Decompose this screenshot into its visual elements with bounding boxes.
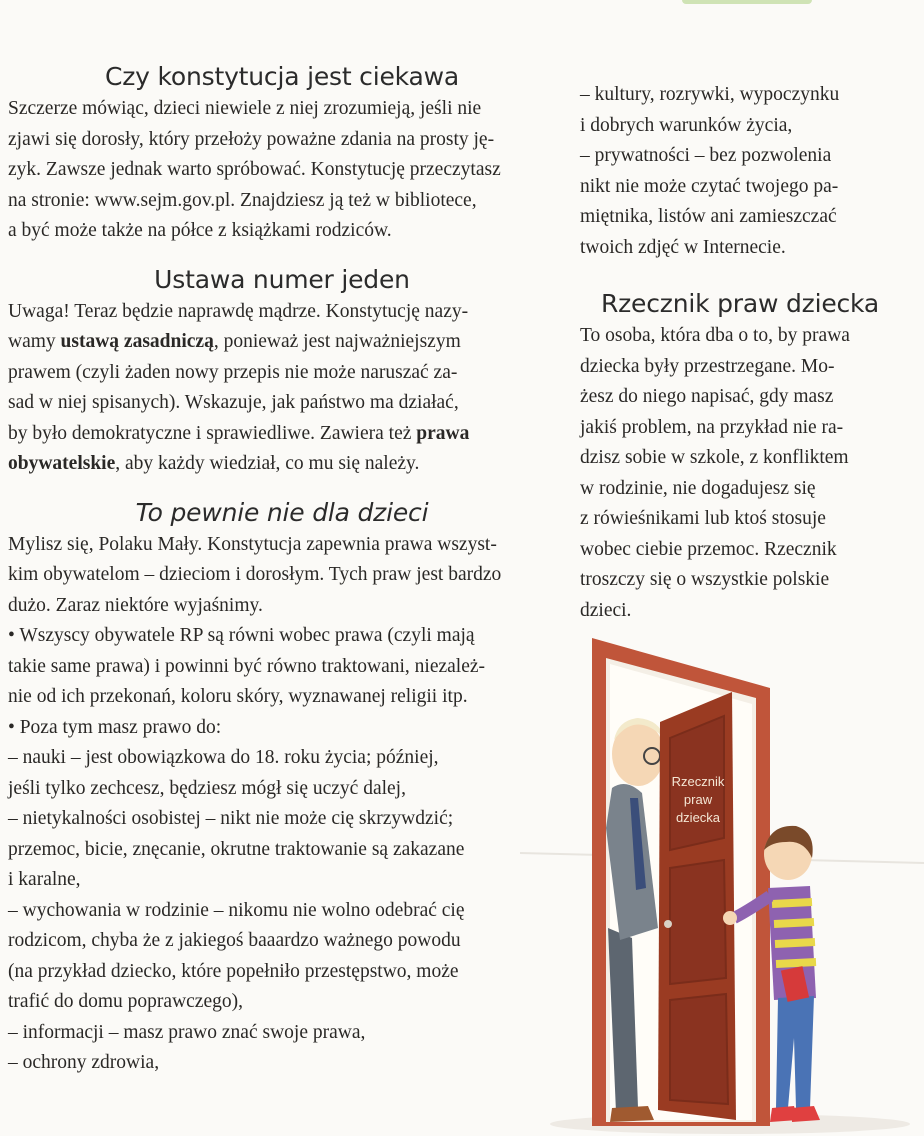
dash-line: – informacji – masz prawo znać swoje prawa, xyxy=(8,1021,366,1043)
text-line: To osoba, która dba o to, by prawa xyxy=(580,325,850,346)
text-line: na stronie: www.sejm.gov.pl. Znajdziesz ją też w bibliotece, xyxy=(8,189,477,211)
bold-term-ustawa-zasadnicza: ustawą zasadniczą xyxy=(60,331,214,352)
text-line: nie od ich przekonań, koloru skóry, wyznawanej religii itp. xyxy=(8,686,468,707)
text-line: troszczy się o wszystkie polskie xyxy=(580,569,830,590)
door-panel-middle xyxy=(670,860,726,984)
text-line: twoich zdjęć w Internecie. xyxy=(580,236,786,258)
bullet-line: • Poza tym masz prawo do: xyxy=(8,716,222,738)
bold-term-obywatelskie: obywatelskie xyxy=(8,453,116,474)
illustration-rzecznik-door xyxy=(520,628,924,1136)
bullet-line: • Wszyscy obywatele RP są równi wobec prawa (czyli mają xyxy=(8,625,475,646)
text-line: Mylisz się, Polaku Mały. Konstytucja zapewnia prawa wszyst- xyxy=(8,533,497,555)
heading-ustawa-numer-jeden: Ustawa numer jeden xyxy=(154,264,410,294)
door-sign-line: Rzecznik xyxy=(671,774,725,789)
paragraph-continuation xyxy=(580,80,900,263)
left-column xyxy=(8,54,556,1079)
door-knob xyxy=(664,920,672,928)
door-panel-bottom xyxy=(670,994,728,1104)
right-column xyxy=(580,80,900,626)
text-line: z rówieśnikami lub ktoś stosuje xyxy=(580,508,826,529)
top-accent-bar xyxy=(682,0,812,4)
text-line: a być może także na półce z książkami rodziców. xyxy=(8,220,392,241)
door-sign-line: praw xyxy=(683,792,713,807)
text-line: Szczerze mówiąc, dzieci niewiele z niej zrozumieją, jeśli nie xyxy=(8,98,482,119)
boy-shoes xyxy=(770,1106,820,1122)
text-line: wobec ciebie przemoc. Rzecznik xyxy=(580,538,837,560)
text-line: zjawi się dorosły, który przełoży poważne zdania na prosty ję- xyxy=(8,128,495,150)
text-line: , aby każdy wiedział, co mu się należy. xyxy=(115,453,420,474)
boy-jeans xyxy=(776,996,814,1108)
text-line: wamy xyxy=(8,331,61,352)
boy-hand xyxy=(723,911,737,925)
text-line: miętnika, listów ani zamieszczać xyxy=(580,206,837,227)
text-line: dzieci. xyxy=(580,599,632,621)
heading-czy-konstytucja: Czy konstytucja jest ciekawa xyxy=(105,62,459,91)
dash-line: – nauki – jest obowiązkowa do 18. roku życia; później, xyxy=(8,747,439,768)
paragraph-prawa xyxy=(8,530,556,1079)
text-line: trafić do domu poprawczego), xyxy=(8,991,243,1012)
dash-line: – wychowania w rodzinie – nikomu nie wolno odebrać cię xyxy=(8,899,465,921)
text-line: rodzicom, chyba że z jakiegoś baaardzo ważnego powodu xyxy=(8,930,461,951)
text-line: dużo. Zaraz niektóre wyjaśnimy. xyxy=(8,594,263,616)
text-line: w rodzinie, nie dogadujesz się xyxy=(580,477,816,499)
text-line: i karalne, xyxy=(8,869,81,890)
paragraph-rzecznik xyxy=(580,321,900,626)
dash-line: – kultury, rozrywki, wypoczynku xyxy=(580,84,840,105)
dash-line: – nietykalności osobistej – nikt nie może cię skrzywdzić; xyxy=(8,808,454,829)
door-sign-line: dziecka xyxy=(675,810,721,825)
text-line: i dobrych warunków życia, xyxy=(580,114,793,136)
heading-to-pewnie-nie-dla-dzieci: To pewnie nie dla dzieci xyxy=(135,497,429,527)
text-line: nikt nie może czytać twojego pa- xyxy=(580,175,839,197)
text-line: sad w niej spisanych). Wskazuje, jak państwo ma działać, xyxy=(8,392,459,413)
text-line: zyk. Zawsze jednak warto spróbować. Konstytucję przeczytasz xyxy=(8,159,501,180)
text-line: dziecka były przestrzegane. Mo- xyxy=(580,355,835,377)
man-shoe xyxy=(610,1106,654,1122)
dash-line: – ochrony zdrowia, xyxy=(8,1052,160,1073)
paragraph-ustawa xyxy=(8,297,556,480)
text-line: kim obywatelom – dzieciom i dorosłym. Tych praw jest bardzo xyxy=(8,564,502,585)
text-line: dzisz sobie w szkole, z konfliktem xyxy=(580,447,849,468)
text-line: jakiś problem, na przykład nie ra- xyxy=(580,416,844,438)
paragraph-czy-konstytucja xyxy=(8,94,556,247)
text-line: (na przykład dziecko, które popełniło przestępstwo, może xyxy=(8,960,459,982)
text-line: takie same prawa) i powinni być równo traktowani, niezależ- xyxy=(8,655,486,677)
text-line: Uwaga! Teraz będzie naprawdę mądrze. Konstytucję nazy- xyxy=(8,300,469,322)
dash-line: – prywatności – bez pozwolenia xyxy=(580,145,832,166)
text-line: by było demokratyczne i sprawiedliwe. Zawiera też xyxy=(8,422,417,444)
text-line: jeśli tylko zechcesz, będziesz mógł się uczyć dalej, xyxy=(8,777,406,799)
text-line: prawem (czyli żaden nowy przepis nie może naruszać za- xyxy=(8,361,458,383)
bold-term-prawa: prawa xyxy=(416,422,470,444)
text-line: przemoc, bicie, znęcanie, okrutne traktowanie są zakazane xyxy=(8,838,465,860)
text-line: , ponieważ jest najważniejszym xyxy=(213,331,461,352)
text-line: żesz do niego napisać, gdy masz xyxy=(580,386,834,407)
heading-rzecznik-praw-dziecka: Rzecznik praw dziecka xyxy=(600,289,880,318)
